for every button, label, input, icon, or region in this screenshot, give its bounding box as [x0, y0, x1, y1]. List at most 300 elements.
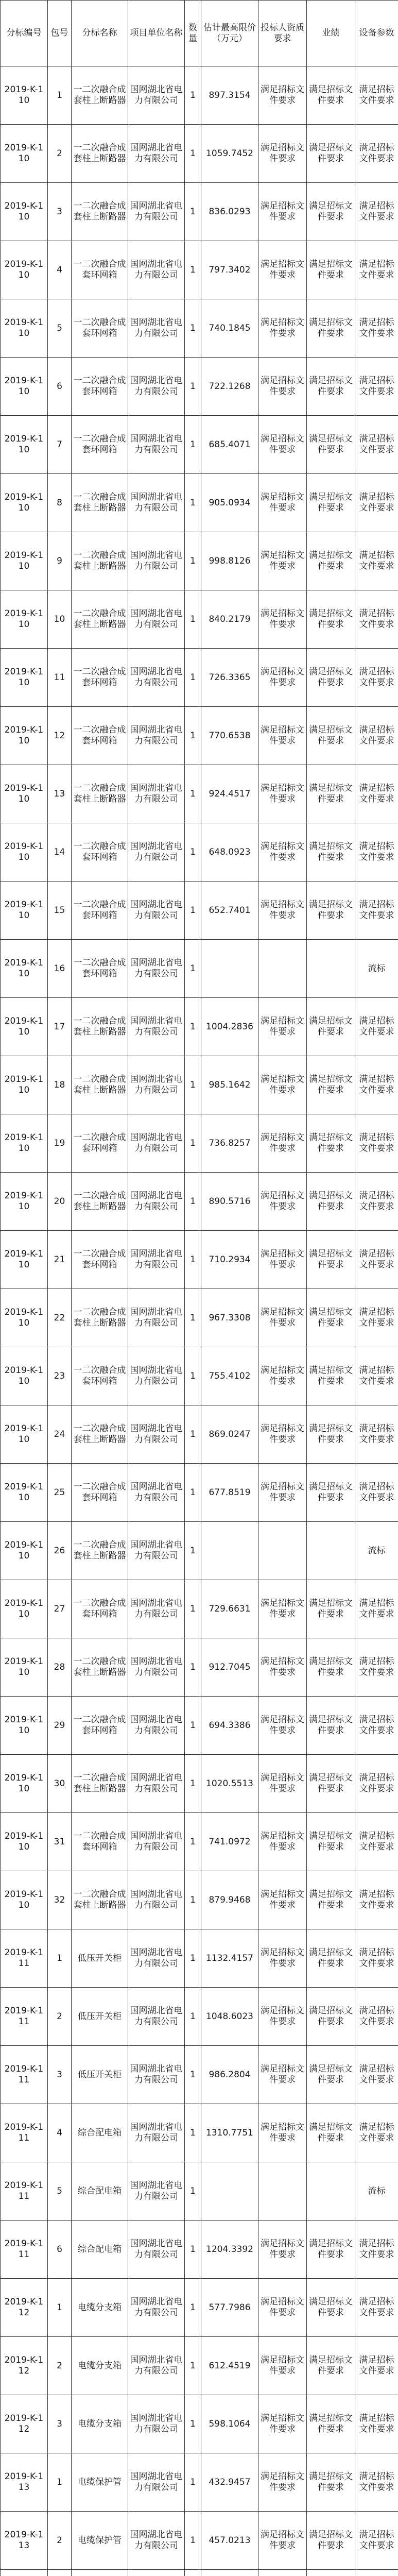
header-performance: 业绩 — [307, 1, 355, 66]
cell-equipment-params: 满足招标文件要求 — [355, 2453, 398, 2512]
cell-package-no: 1 — [48, 66, 72, 125]
cell-equipment-params: 满足招标文件要求 — [355, 590, 398, 649]
cell-package-no: 1 — [48, 2453, 72, 2512]
cell-section-name: 电缆保护管 — [72, 2512, 128, 2570]
cell-section-code: 2019-K-110 — [1, 1638, 48, 1697]
cell-equipment-params: 满足招标文件要求 — [355, 532, 398, 590]
table-row — [1, 1871, 398, 1929]
cell-quantity: 1 — [185, 882, 201, 940]
cell-equipment-params: 满足招标文件要求 — [355, 882, 398, 940]
cell-max-price: 457.0213 — [201, 2512, 258, 2570]
cell-package-no: 8 — [48, 474, 72, 532]
cell-qualification-requirement: 满足招标文件要求 — [258, 1114, 307, 1173]
cell-section-code: 2019-K-110 — [1, 1580, 48, 1638]
cell-qualification-requirement: 满足招标文件要求 — [258, 882, 307, 940]
cell-equipment-params: 满足招标文件要求 — [355, 1871, 398, 1929]
cell-performance-requirement: 满足招标文件要求 — [307, 358, 355, 416]
cell-quantity: 1 — [185, 823, 201, 882]
cell-project-unit: 国网湖北省电力有限公司 — [128, 590, 185, 649]
cell-project-unit: 国网湖北省电力有限公司 — [128, 1871, 185, 1929]
table-row — [1, 474, 398, 532]
cell-equipment-params: 满足招标文件要求 — [355, 1929, 398, 1988]
cell-equipment-params: 满足招标文件要求 — [355, 299, 398, 358]
cell-quantity: 1 — [185, 1929, 201, 1988]
cell-quantity: 1 — [185, 1697, 201, 1755]
cell-qualification-requirement: 满足招标文件要求 — [258, 1173, 307, 1231]
cell-qualification-requirement: 满足招标文件要求 — [258, 1638, 307, 1697]
cell-qualification-requirement: 满足招标文件要求 — [258, 1405, 307, 1464]
cell-quantity: 1 — [185, 125, 201, 183]
cell-equipment-params: 满足招标文件要求 — [355, 765, 398, 823]
table-row — [1, 707, 398, 765]
cell-quantity: 1 — [185, 1522, 201, 1580]
cell-package-no: 32 — [48, 1871, 72, 1929]
cell-project-unit: 国网湖北省电力有限公司 — [128, 2279, 185, 2337]
cell-section-name: 一二次融合成套柱上断路器 — [72, 998, 128, 1056]
cell-max-price: 985.1642 — [201, 1056, 258, 1114]
cell-max-price: 840.2179 — [201, 590, 258, 649]
cell-max-price: 1132.4157 — [201, 1929, 258, 1988]
cell-section-name: 综合配电箱 — [72, 2104, 128, 2162]
table-row — [1, 1755, 398, 1813]
table-row — [1, 2453, 398, 2512]
cell-max-price: 869.0247 — [201, 1405, 258, 1464]
cell-quantity: 1 — [185, 1580, 201, 1638]
cell-performance-requirement: 满足招标文件要求 — [307, 1929, 355, 1988]
cell-equipment-params: 满足招标文件要求 — [355, 1173, 398, 1231]
table-header — [1, 1, 398, 66]
cell-equipment-params: 满足招标文件要求 — [355, 1289, 398, 1347]
cell-section-code: 2019-K-110 — [1, 882, 48, 940]
cell-package-no: 10 — [48, 590, 72, 649]
cell-performance-requirement: 满足招标文件要求 — [307, 183, 355, 241]
cell-section-name: 电缆分支箱 — [72, 2395, 128, 2453]
cell-quantity: 1 — [185, 2221, 201, 2279]
cell-equipment-params: 满足招标文件要求 — [355, 474, 398, 532]
cell-performance-requirement: 满足招标文件要求 — [307, 299, 355, 358]
cell-performance-requirement: 满足招标文件要求 — [307, 823, 355, 882]
table-row — [1, 241, 398, 299]
cell-max-price: 770.6538 — [201, 707, 258, 765]
cell-project-unit: 国网湖北省电力有限公司 — [128, 765, 185, 823]
cell-package-no: 28 — [48, 1638, 72, 1697]
cell-qualification-requirement: 满足招标文件要求 — [258, 765, 307, 823]
cell-performance-requirement: 满足招标文件要求 — [307, 2453, 355, 2512]
cell-qualification-requirement: 满足招标文件要求 — [258, 474, 307, 532]
table-row — [1, 2512, 398, 2570]
cell-qualification-requirement: 满足招标文件要求 — [258, 1813, 307, 1871]
table-row — [1, 882, 398, 940]
table-row — [1, 1114, 398, 1173]
cell-qualification-requirement: 满足招标文件要求 — [258, 2395, 307, 2453]
cell-section-name: 电缆分支箱 — [72, 2279, 128, 2337]
cell-section-code: 2019-K-110 — [1, 590, 48, 649]
cell-section-code: 2019-K-110 — [1, 299, 48, 358]
table-row — [1, 823, 398, 882]
cell-quantity: 1 — [185, 2337, 201, 2395]
cell-max-price: 1004.2836 — [201, 998, 258, 1056]
cell-max-price: 967.3308 — [201, 1289, 258, 1347]
cell-performance-requirement: 满足招标文件要求 — [307, 2337, 355, 2395]
cell-section-code: 2019-K-110 — [1, 765, 48, 823]
cell-section-name: 一二次融合成套柱上断路器 — [72, 1755, 128, 1813]
cell-performance-requirement: 满足招标文件要求 — [307, 590, 355, 649]
cell-max-price: 924.4517 — [201, 765, 258, 823]
cell-performance-requirement: 满足招标文件要求 — [307, 998, 355, 1056]
cell-equipment-params: 满足招标文件要求 — [355, 1231, 398, 1289]
cell-max-price: 612.4519 — [201, 2337, 258, 2395]
cell-max-price: 432.9457 — [201, 2453, 258, 2512]
cell-qualification-requirement — [258, 1522, 307, 1580]
cell-quantity: 1 — [185, 1464, 201, 1522]
cell-project-unit: 国网湖北省电力有限公司 — [128, 1173, 185, 1231]
cell-max-price: 694.3386 — [201, 1697, 258, 1755]
cell-section-code: 2019-K-110 — [1, 1347, 48, 1405]
cell-quantity: 1 — [185, 1871, 201, 1929]
cell-qualification-requirement: 满足招标文件要求 — [258, 125, 307, 183]
cell-package-no: 20 — [48, 1173, 72, 1231]
cell-project-unit: 国网湖北省电力有限公司 — [128, 1114, 185, 1173]
cell-equipment-params: 满足招标文件要求 — [355, 1988, 398, 2046]
cell-section-code — [1, 2570, 48, 2576]
cell-project-unit: 国网湖北省电力有限公司 — [128, 1522, 185, 1580]
cell-project-unit: 国网湖北省电力有限公司 — [128, 1697, 185, 1755]
cell-performance-requirement: 满足招标文件要求 — [307, 1813, 355, 1871]
cell-package-no: 16 — [48, 940, 72, 998]
table-row — [1, 2104, 398, 2162]
cell-max-price: 685.4071 — [201, 416, 258, 474]
table-row — [1, 2221, 398, 2279]
table-row — [1, 1697, 398, 1755]
cell-package-no: 17 — [48, 998, 72, 1056]
cell-package-no: 6 — [48, 358, 72, 416]
header-row — [1, 1, 398, 66]
cell-qualification-requirement: 满足招标文件要求 — [258, 1347, 307, 1405]
cell-qualification-requirement: 满足招标文件要求 — [258, 1929, 307, 1988]
cell-max-price: 1048.6023 — [201, 1988, 258, 2046]
cell-max-price: 1310.7751 — [201, 2104, 258, 2162]
cell-package-no: 13 — [48, 765, 72, 823]
cell-performance-requirement: 满足招标文件要求 — [307, 882, 355, 940]
cell-performance-requirement: 满足招标文件要求 — [307, 66, 355, 125]
cell-max-price: 740.1845 — [201, 299, 258, 358]
table-row — [1, 1289, 398, 1347]
cell-qualification-requirement: 满足招标文件要求 — [258, 1289, 307, 1347]
cell-performance-requirement: 满足招标文件要求 — [307, 241, 355, 299]
cell-equipment-params: 满足招标文件要求 — [355, 241, 398, 299]
cell-section-code: 2019-K-110 — [1, 707, 48, 765]
cell-project-unit: 国网湖北省电力有限公司 — [128, 1638, 185, 1697]
cell-equipment-params: 流标 — [355, 2162, 398, 2221]
cell-qualification-requirement: 满足招标文件要求 — [258, 2104, 307, 2162]
cell-project-unit: 国网湖北省电力有限公司 — [128, 358, 185, 416]
cell-max-price: 648.0923 — [201, 823, 258, 882]
cell-max-price: 797.3402 — [201, 241, 258, 299]
cell-section-name: 一二次融合成套环网箱 — [72, 707, 128, 765]
header-package-no: 包号 — [48, 1, 72, 66]
cell-section-code: 2019-K-110 — [1, 1464, 48, 1522]
cell-section-code: 2019-K-110 — [1, 823, 48, 882]
cell-section-code: 2019-K-110 — [1, 66, 48, 125]
cell-section-name: 一二次融合成套环网箱 — [72, 299, 128, 358]
cell-quantity: 1 — [185, 765, 201, 823]
table-row — [1, 2162, 398, 2221]
cell-project-unit: 国网湖北省电力有限公司 — [128, 474, 185, 532]
cell-max-price — [201, 940, 258, 998]
cell-qualification-requirement — [258, 2162, 307, 2221]
cell-section-code: 2019-K-112 — [1, 2337, 48, 2395]
cell-qualification-requirement: 满足招标文件要求 — [258, 590, 307, 649]
cell-project-unit: 国网湖北省电力有限公司 — [128, 183, 185, 241]
cell-max-price: 1020.5513 — [201, 1755, 258, 1813]
cell-package-no: 19 — [48, 1114, 72, 1173]
cell-project-unit — [128, 2570, 185, 2576]
cell-project-unit: 国网湖北省电力有限公司 — [128, 66, 185, 125]
cell-quantity: 1 — [185, 1755, 201, 1813]
cell-max-price — [201, 2162, 258, 2221]
cell-qualification-requirement: 满足招标文件要求 — [258, 649, 307, 707]
cell-quantity: 1 — [185, 1289, 201, 1347]
cell-equipment-params: 流标 — [355, 1522, 398, 1580]
cell-package-no: 22 — [48, 1289, 72, 1347]
table-row — [1, 765, 398, 823]
cell-section-code: 2019-K-110 — [1, 125, 48, 183]
cell-project-unit: 国网湖北省电力有限公司 — [128, 1056, 185, 1114]
cell-qualification-requirement: 满足招标文件要求 — [258, 532, 307, 590]
cell-equipment-params: 满足招标文件要求 — [355, 1813, 398, 1871]
cell-quantity: 1 — [185, 2453, 201, 2512]
cell-max-price: 726.3365 — [201, 649, 258, 707]
cell-section-name: 一二次融合成套柱上断路器 — [72, 1405, 128, 1464]
cell-section-code: 2019-K-110 — [1, 474, 48, 532]
cell-project-unit: 国网湖北省电力有限公司 — [128, 299, 185, 358]
cell-project-unit: 国网湖北省电力有限公司 — [128, 2104, 185, 2162]
cell-project-unit: 国网湖北省电力有限公司 — [128, 2046, 185, 2104]
cell-equipment-params: 流标 — [355, 940, 398, 998]
cell-performance-requirement: 满足招标文件要求 — [307, 707, 355, 765]
cell-performance-requirement — [307, 1522, 355, 1580]
cell-max-price: 677.8519 — [201, 1464, 258, 1522]
table-row — [1, 940, 398, 998]
cell-package-no: 21 — [48, 1231, 72, 1289]
table-row — [1, 1347, 398, 1405]
cell-max-price: 755.4102 — [201, 1347, 258, 1405]
table-row — [1, 416, 398, 474]
cell-max-price: 998.8126 — [201, 532, 258, 590]
cell-section-name: 一二次融合成套环网箱 — [72, 1813, 128, 1871]
header-qualification: 投标人资质要求 — [258, 1, 307, 66]
cell-quantity: 1 — [185, 1638, 201, 1697]
cell-quantity: 1 — [185, 2512, 201, 2570]
cell-equipment-params: 满足招标文件要求 — [355, 183, 398, 241]
cell-qualification-requirement: 满足招标文件要求 — [258, 823, 307, 882]
cell-section-name: 一二次融合成套环网箱 — [72, 823, 128, 882]
cell-performance-requirement: 满足招标文件要求 — [307, 2279, 355, 2337]
cell-quantity: 1 — [185, 1405, 201, 1464]
cell-package-no: 5 — [48, 299, 72, 358]
cell-section-code: 2019-K-111 — [1, 2104, 48, 2162]
cell-section-code: 2019-K-110 — [1, 416, 48, 474]
cell-quantity: 1 — [185, 1173, 201, 1231]
table-row — [1, 1638, 398, 1697]
cell-section-code: 2019-K-110 — [1, 532, 48, 590]
cell-qualification-requirement: 满足招标文件要求 — [258, 707, 307, 765]
cell-section-name: 一二次融合成套环网箱 — [72, 1114, 128, 1173]
cell-section-name: 一二次融合成套柱上断路器 — [72, 125, 128, 183]
cell-equipment-params: 满足招标文件要求 — [355, 2046, 398, 2104]
cell-equipment-params: 满足招标文件要求 — [355, 823, 398, 882]
cell-section-name: 一二次融合成套柱上断路器 — [72, 590, 128, 649]
cell-section-name: 一二次融合成套柱上断路器 — [72, 474, 128, 532]
cell-equipment-params: 满足招标文件要求 — [355, 2221, 398, 2279]
cell-equipment-params: 满足招标文件要求 — [355, 2395, 398, 2453]
cell-section-name — [72, 2570, 128, 2576]
header-quantity: 数量 — [185, 1, 201, 66]
cell-performance-requirement: 满足招标文件要求 — [307, 1056, 355, 1114]
table-row — [1, 1522, 398, 1580]
cell-package-no: 5 — [48, 2162, 72, 2221]
cell-section-code: 2019-K-110 — [1, 1871, 48, 1929]
table-row — [1, 1231, 398, 1289]
cell-section-code: 2019-K-110 — [1, 1289, 48, 1347]
header-project-unit: 项目单位名称 — [128, 1, 185, 66]
cell-equipment-params: 满足招标文件要求 — [355, 1580, 398, 1638]
table-row — [1, 2570, 398, 2576]
cell-section-name: 一二次融合成套柱上断路器 — [72, 1173, 128, 1231]
cell-qualification-requirement: 满足招标文件要求 — [258, 1231, 307, 1289]
cell-package-no: 1 — [48, 1929, 72, 1988]
table-row — [1, 1173, 398, 1231]
cell-qualification-requirement: 满足招标文件要求 — [258, 998, 307, 1056]
cell-package-no: 7 — [48, 416, 72, 474]
cell-max-price: 598.1064 — [201, 2395, 258, 2453]
cell-section-code: 2019-K-110 — [1, 1755, 48, 1813]
cell-project-unit: 国网湖北省电力有限公司 — [128, 1988, 185, 2046]
cell-qualification-requirement: 满足招标文件要求 — [258, 1988, 307, 2046]
cell-project-unit: 国网湖北省电力有限公司 — [128, 1289, 185, 1347]
cell-section-code: 2019-K-110 — [1, 1173, 48, 1231]
cell-section-name: 一二次融合成套环网箱 — [72, 1697, 128, 1755]
table-row — [1, 2337, 398, 2395]
cell-section-code: 2019-K-110 — [1, 1056, 48, 1114]
cell-max-price: 905.0934 — [201, 474, 258, 532]
table-row — [1, 590, 398, 649]
cell-package-no: 3 — [48, 2046, 72, 2104]
cell-section-code: 2019-K-110 — [1, 649, 48, 707]
cell-section-code: 2019-K-113 — [1, 2512, 48, 2570]
cell-quantity: 1 — [185, 1988, 201, 2046]
cell-quantity: 1 — [185, 358, 201, 416]
cell-project-unit: 国网湖北省电力有限公司 — [128, 241, 185, 299]
cell-qualification-requirement: 满足招标文件要求 — [258, 299, 307, 358]
cell-section-name: 电缆保护管 — [72, 2453, 128, 2512]
table-row — [1, 125, 398, 183]
cell-package-no: 18 — [48, 1056, 72, 1114]
cell-section-name: 一二次融合成套环网箱 — [72, 882, 128, 940]
cell-qualification-requirement: 满足招标文件要求 — [258, 66, 307, 125]
cell-performance-requirement: 满足招标文件要求 — [307, 1638, 355, 1697]
cell-quantity: 1 — [185, 998, 201, 1056]
cell-package-no: 23 — [48, 1347, 72, 1405]
cell-performance-requirement: 满足招标文件要求 — [307, 1173, 355, 1231]
cell-quantity: 1 — [185, 649, 201, 707]
cell-section-code: 2019-K-110 — [1, 1114, 48, 1173]
cell-performance-requirement: 满足招标文件要求 — [307, 2395, 355, 2453]
cell-section-code: 2019-K-110 — [1, 1405, 48, 1464]
cell-max-price: 741.0972 — [201, 1813, 258, 1871]
cell-performance-requirement: 满足招标文件要求 — [307, 1289, 355, 1347]
cell-section-code: 2019-K-111 — [1, 2221, 48, 2279]
cell-qualification-requirement: 满足招标文件要求 — [258, 2512, 307, 2570]
table-row — [1, 183, 398, 241]
cell-package-no: 2 — [48, 2337, 72, 2395]
header-section-name: 分标名称 — [72, 1, 128, 66]
cell-package-no: 4 — [48, 2104, 72, 2162]
cell-project-unit: 国网湖北省电力有限公司 — [128, 649, 185, 707]
cell-equipment-params: 满足招标文件要求 — [355, 2337, 398, 2395]
cell-max-price: 577.7986 — [201, 2279, 258, 2337]
cell-equipment-params: 满足招标文件要求 — [355, 1405, 398, 1464]
cell-project-unit: 国网湖北省电力有限公司 — [128, 707, 185, 765]
cell-section-name: 低压开关柜 — [72, 1929, 128, 1988]
cell-qualification-requirement: 满足招标文件要求 — [258, 2453, 307, 2512]
cell-equipment-params: 满足招标文件要求 — [355, 2279, 398, 2337]
cell-package-no: 31 — [48, 1813, 72, 1871]
cell-package-no: 25 — [48, 1464, 72, 1522]
cell-max-price — [201, 1522, 258, 1580]
cell-performance-requirement: 满足招标文件要求 — [307, 1697, 355, 1755]
cell-section-code: 2019-K-111 — [1, 2046, 48, 2104]
cell-section-name: 一二次融合成套柱上断路器 — [72, 1056, 128, 1114]
cell-section-name: 一二次融合成套环网箱 — [72, 1580, 128, 1638]
cell-equipment-params: 满足招标文件要求 — [355, 1056, 398, 1114]
cell-quantity: 1 — [185, 183, 201, 241]
cell-qualification-requirement: 满足招标文件要求 — [258, 2221, 307, 2279]
table-row — [1, 1813, 398, 1871]
cell-max-price: 836.0293 — [201, 183, 258, 241]
cell-equipment-params: 满足招标文件要求 — [355, 998, 398, 1056]
cell-project-unit: 国网湖北省电力有限公司 — [128, 1405, 185, 1464]
cell-section-code: 2019-K-111 — [1, 1988, 48, 2046]
cell-quantity: 1 — [185, 474, 201, 532]
cell-section-name: 一二次融合成套柱上断路器 — [72, 1871, 128, 1929]
table-row — [1, 532, 398, 590]
table-row — [1, 2046, 398, 2104]
cell-performance-requirement: 满足招标文件要求 — [307, 125, 355, 183]
cell-qualification-requirement: 满足招标文件要求 — [258, 241, 307, 299]
cell-equipment-params: 满足招标文件要求 — [355, 1347, 398, 1405]
cell-package-no: 4 — [48, 241, 72, 299]
cell-max-price: 890.5716 — [201, 1173, 258, 1231]
cell-max-price: 729.6631 — [201, 1580, 258, 1638]
cell-performance-requirement: 满足招标文件要求 — [307, 1988, 355, 2046]
cell-project-unit: 国网湖北省电力有限公司 — [128, 1231, 185, 1289]
cell-section-name: 一二次融合成套柱上断路器 — [72, 532, 128, 590]
cell-project-unit: 国网湖北省电力有限公司 — [128, 2453, 185, 2512]
cell-section-name: 一二次融合成套柱上断路器 — [72, 765, 128, 823]
cell-performance-requirement: 满足招标文件要求 — [307, 1871, 355, 1929]
cell-max-price: 722.1268 — [201, 358, 258, 416]
cell-section-name: 一二次融合成套环网箱 — [72, 1347, 128, 1405]
cell-max-price: 879.9468 — [201, 1871, 258, 1929]
cell-package-no: 2 — [48, 125, 72, 183]
cell-package-no: 12 — [48, 707, 72, 765]
cell-performance-requirement: 满足招标文件要求 — [307, 1464, 355, 1522]
cell-max-price: 1204.3392 — [201, 2221, 258, 2279]
cell-package-no: 26 — [48, 1522, 72, 1580]
cell-quantity: 1 — [185, 590, 201, 649]
cell-section-code: 2019-K-111 — [1, 1929, 48, 1988]
